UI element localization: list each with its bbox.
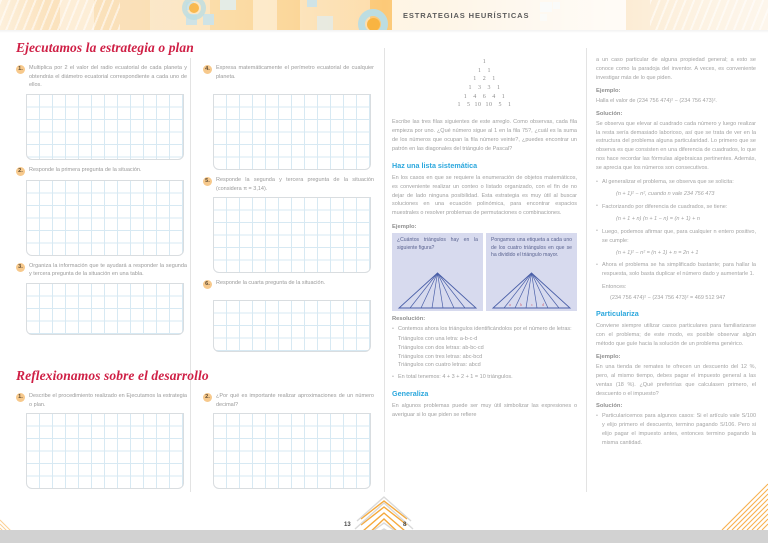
- exercise-number-4: 4.: [203, 65, 212, 74]
- svg-text:a: a: [509, 302, 511, 308]
- left-worksheet-column: [16, 40, 374, 495]
- triangle-figure-icon-2: [486, 271, 577, 311]
- exercise-text-4: Expresa matemáticamente el perímetro ecuatorial de cualquier planeta.: [216, 65, 374, 80]
- reflection-text-2: ¿Por qué es importante realizar aproximaciones de un número decimal?: [216, 393, 374, 408]
- resolucion-intro: • Contemos ahora los triángulos identificándolos por el número de letras:: [392, 325, 577, 334]
- page-number-right: 8: [403, 522, 407, 528]
- solution-step-1: [596, 178, 756, 199]
- header-shape-6: [220, 0, 236, 10]
- solution-steps-list: [596, 178, 756, 279]
- pascal-caption: Escribe las tres filas siguientes de este arreglo. Como observas, cada fila empieza por uno. ¿Qué número sigue al 1 en la fila 75?, ¿cuál es la suma de los números que ocupan la fila número veinte?, ¿puedes encontrar un patrón en las diagonales del triángulo de Pascal?: [392, 119, 577, 152]
- header-shadow: [0, 30, 768, 33]
- exercise-head-6: [203, 279, 374, 289]
- solution-step-4-text: Ahora el problema se ha simplificado bastante; para hallar la respuesta, solo basta duplicar el número dado y aumentarle 1.: [602, 262, 756, 278]
- reflection-head-2: [203, 392, 374, 409]
- resolucion-list: [392, 325, 577, 334]
- lista-body-text: En los casos en que se requiere la enumeración de objetos matemáticos, es conveniente realizar un conteo o listado organizado, con el fin de no dejar de lado ninguna posibilidad. Esta estrategia es muy útil al buscar soluciones en una ecuación polinómica, para encontrar espacios muestrales o resolver problemas de permutaciones o combinaciones.: [392, 174, 577, 217]
- exercise-item-2: [16, 166, 187, 256]
- exercise-head-2: [16, 166, 187, 176]
- resolucion-label: Resolución:: [392, 316, 426, 323]
- reflection-head-1: [16, 392, 187, 409]
- answer-grid-3[interactable]: [26, 283, 184, 335]
- reflection-number-1: 1.: [16, 393, 25, 402]
- exercise-number-5: 5.: [203, 177, 212, 186]
- answer-grid-6[interactable]: [213, 300, 371, 352]
- solution-step-1-eq: (n + 1)² − n², cuando n vale 234 756 473: [616, 190, 715, 197]
- middle-content-column: [392, 56, 577, 426]
- svg-text:b: b: [520, 302, 523, 308]
- ejemplo-body-1: Halla el valor de (234 756 474)² − (234 756 473)².: [596, 97, 717, 104]
- reflection-item-2: [203, 392, 374, 489]
- exercise-text-5: Responde la segunda y tercera pregunta de la situación (considera π = 3,14).: [216, 177, 374, 192]
- right-intro-text: a un caso particular de alguna propiedad general; a esto se conoce como la paradoja del inventor. A veces, es conveniente investigar más de lo que piden.: [596, 57, 756, 81]
- reflection-column-b: [203, 392, 374, 495]
- exercise-text-6: Responde la cuarta pregunta de la situación.: [216, 280, 326, 287]
- exercise-text-2: Responde la primera pregunta de la situación.: [29, 166, 142, 173]
- resolucion-line-2: Triángulos con dos letras: ab-bc-cd: [398, 344, 484, 351]
- exercise-number-3: 3.: [16, 263, 25, 272]
- figure-pair: [392, 233, 577, 311]
- solution-step-2-eq: (n + 1 + n) (n + 1 − n) = (n + 1) + n: [616, 215, 700, 222]
- resolucion-total-list: [392, 373, 577, 382]
- right-content-column: [596, 56, 756, 452]
- solution-step-2-text: Factorizando por diferencia de cuadrados, se tiene:: [602, 203, 728, 210]
- footer-strip: [0, 530, 768, 543]
- exercise-text-3: Organiza la información que te ayudará a responder la segunda y tercera pregunta de la situación en una tabla.: [29, 262, 187, 278]
- exercise-item-6: [203, 279, 374, 352]
- worksheet-column-a: [16, 64, 187, 358]
- corner-decoration-left: [0, 490, 40, 530]
- pascal-row-1: 1 1: [478, 67, 491, 74]
- pascal-row-3: 1 3 3 1: [468, 85, 501, 92]
- exercise-number-2: 2.: [16, 167, 25, 176]
- header-dot-icon-2: [189, 3, 199, 13]
- worksheet-grid-1: [16, 64, 374, 358]
- solucion-label-right-1: Solución:: [596, 110, 623, 117]
- header-shape-7: [253, 0, 277, 30]
- triangle-figure-icon-1: [392, 271, 483, 311]
- particulariza-body: Conviene siempre utilizar casos particulares para familiarizarse con el problema; de este modo, es posible observar algún método que guíe hacia la solución de un problema genérico.: [596, 323, 756, 347]
- entonces-equation: (234 756 474)² − (234 756 473)² = 469 512 947: [610, 295, 726, 302]
- answer-grid-5[interactable]: [213, 197, 371, 273]
- exercise-number-6: 6.: [203, 280, 212, 289]
- ejemplo-label-right-2: Ejemplo:: [596, 353, 621, 360]
- exercise-text-1: Multiplica por 2 el valor del radio ecuatorial de cada planeta y obtendrás el diámetro ecuatorial correspondiente a cada uno de ellos.: [29, 65, 187, 89]
- answer-grid-8[interactable]: [213, 413, 371, 489]
- resolucion-line-1: Triángulos con una letra: a-b-c-d: [398, 336, 478, 343]
- exercise-item-3: [16, 262, 187, 335]
- solucion2-list: [596, 412, 756, 448]
- solution-step-3-text: Luego, podemos afirmar que, para cualquier n entero positivo, se cumple:: [602, 228, 756, 244]
- solucion2-item: • Particularicemos para algunos casos: Si el artículo vale S/100 y elijo primero el descuento, termino pagando S/106. Pero si elijo pagar el impuesto antes, entonces termino pagando la misma cantidad.: [596, 412, 756, 448]
- heading-lista-sistematica: Haz una lista sistemática: [392, 160, 478, 170]
- ejemplo-body-2: En una tienda de remates te ofrecen un descuento del 12 %, pero, al mismo tiempo, debes pagar el impuesto general a las ventas (18 %). ¿Qué preferirías que calculasen primero, el descuento o el impuesto?: [596, 363, 756, 397]
- entonces-label: Entonces:: [602, 284, 627, 291]
- svg-text:d: d: [542, 302, 545, 308]
- solution-step-1-text: Al generalizar el problema, se observa que se solicita:: [602, 179, 734, 186]
- heading-particulariza: Particulariza: [596, 309, 639, 319]
- exercise-head-1: [16, 64, 187, 90]
- header-shape-4: [203, 14, 214, 25]
- reflection-number-2: 2.: [203, 393, 212, 402]
- exercise-head-3: [16, 262, 187, 279]
- svg-text:c: c: [531, 302, 533, 308]
- header-shape-9: [307, 0, 317, 7]
- corner-stripes-icon: [712, 474, 768, 530]
- exercise-item-5: [203, 176, 374, 273]
- pascal-row-4: 1 4 6 4 1: [463, 93, 506, 100]
- corner-stripes-icon-left: [0, 490, 40, 530]
- heading-generaliza: Generaliza: [392, 389, 429, 399]
- header-shape-10: [317, 16, 333, 30]
- pascal-triangle: [392, 58, 577, 110]
- ejemplo-label-mid: Ejemplo:: [392, 224, 417, 231]
- answer-grid-4[interactable]: [213, 94, 371, 170]
- resolucion-line-4: Triángulos con cuatro letras: abcd: [398, 362, 481, 369]
- exercise-item-4: [203, 64, 374, 170]
- answer-grid-7[interactable]: [26, 413, 184, 489]
- ejemplo-label-right-1: Ejemplo:: [596, 87, 621, 94]
- pascal-row-2: 1 2 1: [473, 76, 496, 83]
- solution-step-2: [596, 203, 756, 224]
- solution-step-4: [596, 261, 756, 279]
- pascal-row-5: 1 5 10 10 5 1: [457, 102, 512, 109]
- resolucion-line-3: Triángulos con tres letras: abc-bcd: [398, 353, 483, 360]
- figure-caption-2: Pongamos una etiqueta a cada uno de los cuatro triángulos en que se ha dividido el triángulo mayor.: [491, 237, 572, 259]
- reflection-item-1: [16, 392, 187, 489]
- worksheet-column-b: [203, 64, 374, 358]
- header-stripes-left: [0, 0, 120, 30]
- solucion-body-1: Se observa que elevar al cuadrado cada número y luego realizar la resta sería demasiado laborioso, así que se trata de ver en la estructura del problema alguna particularidad. Lo primero que se observa es que consisten en una diferencia de cuadrados, lo que nos hace recordar las fórmulas algebraicas pertinentes. Además, se aprecia que los números son consecutivos.: [596, 120, 756, 172]
- reflection-text-1: Describe el procedimiento realizado en Ejecutamos la estrategia o plan.: [29, 393, 187, 408]
- worksheet-grid-2: [16, 392, 374, 495]
- answer-grid-2[interactable]: [26, 180, 184, 256]
- divider-mid-2: [586, 48, 587, 492]
- page-number-left: 13: [344, 522, 351, 528]
- figure-card-2: [486, 233, 577, 311]
- header-dot-icon: [367, 18, 380, 30]
- page-header-band: [0, 0, 768, 30]
- exercise-head-5: [203, 176, 374, 193]
- header-stripes-right: [650, 0, 768, 30]
- corner-decoration-right: [712, 474, 768, 530]
- page-title: ESTRATEGIAS HEURÍSTICAS: [403, 11, 530, 20]
- reflection-column-a: [16, 392, 187, 495]
- exercise-item-1: [16, 64, 187, 160]
- solution-step-3: [596, 228, 756, 258]
- generaliza-body-text: En algunos problemas puede ser muy útil simbolizar las expresiones o averiguar si lo que piden se refiere: [392, 403, 577, 418]
- figure-caption-1: ¿Cuántos triángulos hay en la siguiente figura?: [397, 237, 478, 251]
- divider-mid-1: [384, 48, 385, 492]
- solution-step-3-eq: (n + 1)² − n² = (n + 1) + n = 2n + 1: [616, 249, 699, 256]
- answer-grid-1[interactable]: [26, 94, 184, 160]
- resolucion-total: • En total tenemos: 4 + 3 + 2 + 1 = 10 triángulos.: [392, 373, 577, 382]
- figure-card-1: [392, 233, 483, 311]
- section-title-ejecutamos: Ejecutamos la estrategia o plan: [16, 40, 194, 55]
- exercise-head-4: [203, 64, 374, 81]
- solucion-label-right-2: Solución:: [596, 403, 623, 410]
- pascal-row-0: 1: [482, 59, 487, 65]
- section-title-reflexionamos: Reflexionamos sobre el desarrollo: [16, 368, 209, 384]
- exercise-number-1: 1.: [16, 65, 25, 74]
